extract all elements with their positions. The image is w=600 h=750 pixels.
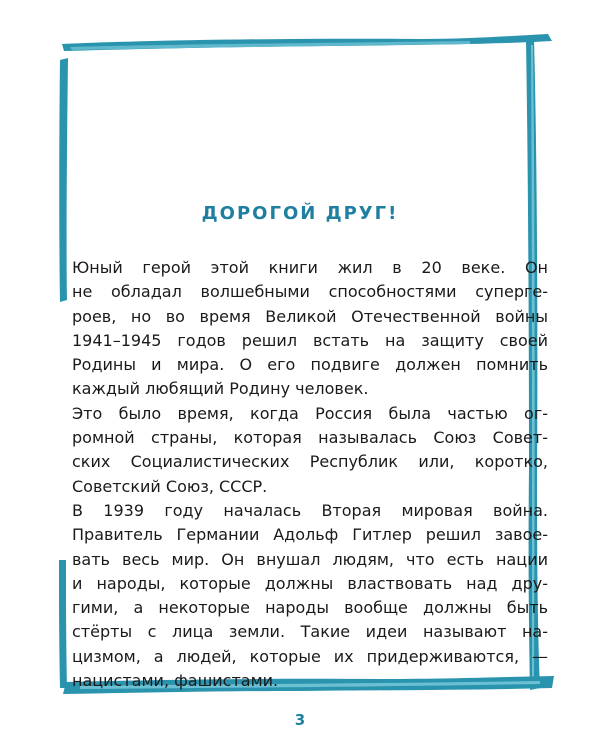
text-line: Юный герой этой книги жил в 20 веке. Он bbox=[72, 258, 548, 277]
page-title: ДОРОГОЙ ДРУГ! bbox=[201, 203, 399, 224]
paragraph-1 bbox=[72, 256, 548, 402]
text-line: ромной страны, которая называлась Союз Совет- bbox=[72, 428, 548, 448]
text-line: Советский Союз, СССР. bbox=[72, 476, 268, 496]
text-line: ских Социалистических Республик или, коротко, bbox=[72, 452, 548, 472]
text-line: гими, а некоторые народы вообще должны быть bbox=[72, 598, 548, 618]
body-text bbox=[72, 256, 548, 693]
text-line: Родины и мира. О его подвиге должен помнить bbox=[72, 355, 548, 375]
text-line: цизмом, а людей, которые их придерживаются, — bbox=[72, 646, 548, 666]
text-line: нацистами, фашистами. bbox=[72, 671, 279, 691]
paragraph-3 bbox=[72, 499, 548, 693]
text-line: не обладал волшебными способностями суперге- bbox=[72, 282, 548, 302]
text-line: роев, но во время Великой Отечественной войны bbox=[72, 306, 548, 326]
page-number: 3 bbox=[294, 711, 306, 729]
text-line: 1941–1945 годов решил встать на защиту своей bbox=[72, 330, 548, 350]
text-line: стёрты с лица земли. Такие идеи называют на- bbox=[72, 622, 548, 642]
text-line: каждый любящий Родину человек. bbox=[72, 379, 369, 399]
frame-left-stroke bbox=[59, 58, 68, 302]
paragraph-2 bbox=[72, 402, 548, 499]
text-line: вать весь мир. Он внушал людям, что есть нации bbox=[72, 549, 548, 569]
text-line: и народы, которые должны властвовать над дру- bbox=[72, 573, 548, 593]
text-line: Это было время, когда Россия была частью ог- bbox=[72, 403, 548, 423]
text-line: В 1939 году началась Вторая мировая война. bbox=[72, 500, 548, 520]
text-line: Правитель Германии Адольф Гитлер решил завое- bbox=[72, 525, 548, 545]
